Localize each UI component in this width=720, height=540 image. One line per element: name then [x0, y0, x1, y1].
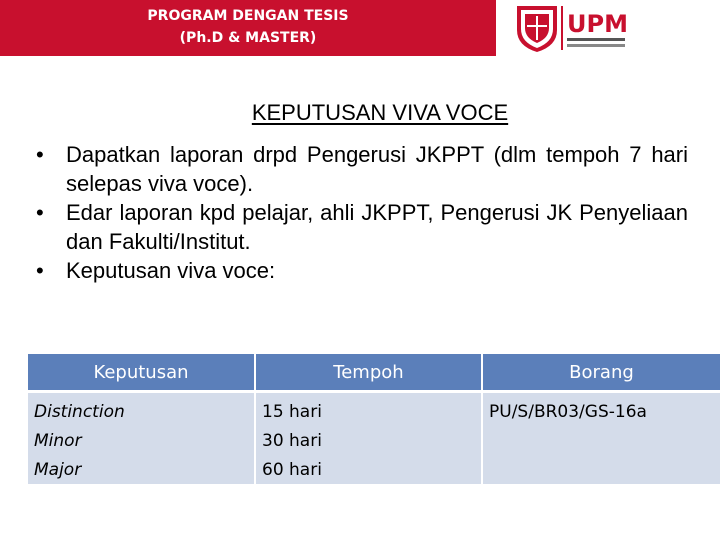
header-title-line1: PROGRAM DENGAN TESIS — [147, 8, 349, 24]
cell-tempoh-item: 30 hari — [262, 431, 322, 451]
bullet-dot: • — [36, 200, 44, 225]
cell-borang — [483, 393, 720, 484]
bullet-item — [36, 140, 688, 198]
slide-title: KEPUTUSAN VIVA VOCE — [251, 100, 509, 125]
bullet-list — [36, 140, 688, 285]
cell-keputusan-item: Minor — [34, 431, 82, 451]
bullet-dot: • — [36, 258, 44, 283]
upm-logo — [512, 2, 630, 54]
bullet-text: Edar laporan kpd pelajar, ahli JKPPT, Pengerusi JK Penyeliaan dan Fakulti/Institut. — [66, 200, 688, 254]
bullet-item — [36, 256, 688, 285]
header-borang: Borang — [483, 354, 720, 390]
cell-borang-item: PU/S/BR03/GS-16a — [489, 402, 647, 422]
column-tempoh — [256, 354, 481, 484]
bullet-text: Dapatkan laporan drpd Pengerusi JKPPT (dlm tempoh 7 hari selepas viva voce). — [66, 142, 688, 196]
column-borang — [483, 354, 720, 484]
cell-tempoh — [256, 393, 481, 484]
header-title-line2: (Ph.D & MASTER) — [179, 30, 317, 46]
bullet-dot: • — [36, 142, 44, 167]
cell-keputusan-item: Distinction — [34, 402, 125, 422]
keputusan-table — [28, 354, 720, 484]
header-tempoh: Tempoh — [256, 354, 481, 390]
cell-tempoh-item: 15 hari — [262, 402, 322, 422]
header-keputusan: Keputusan — [28, 354, 254, 390]
cell-keputusan — [28, 393, 254, 484]
logo-wordmark: UPM — [567, 10, 628, 38]
bullet-text: Keputusan viva voce: — [66, 258, 276, 283]
header-bar — [0, 0, 496, 56]
cell-tempoh-item: 60 hari — [262, 460, 322, 480]
bullet-item — [36, 198, 688, 256]
column-keputusan — [28, 354, 254, 484]
cell-keputusan-item: Major — [34, 460, 82, 480]
